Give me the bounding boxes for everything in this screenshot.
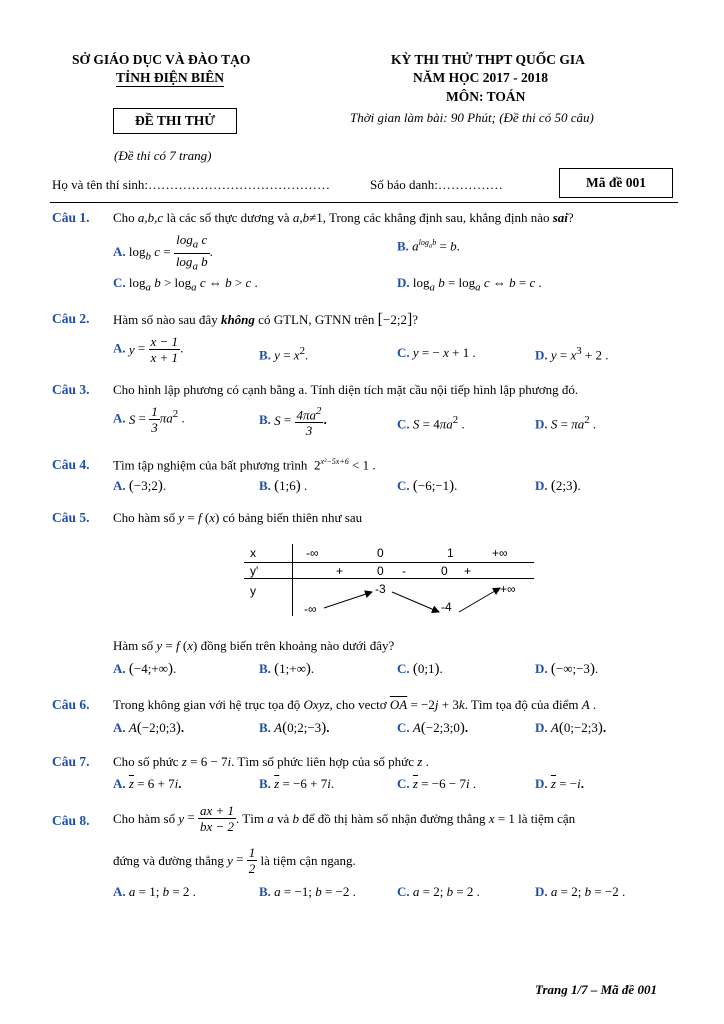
exam-code-box: Mã đề 001 (559, 168, 673, 198)
q6-option-a: A. A(−2;0;3). (113, 720, 185, 736)
q1-option-b: B. $a^{log_ab} = b$. (397, 238, 460, 254)
q4-option-d: D. (2;3). (535, 478, 581, 494)
q2-option-b: B. $y = x^2$. (259, 345, 309, 363)
vt-y-val: +∞ (500, 582, 516, 596)
q8-option-a: A. a = 1; b = 2 . (113, 884, 196, 899)
vt-sign: 0 (377, 564, 384, 578)
vt-y-val: -3 (375, 582, 386, 596)
vt-x-val: -∞ (306, 546, 319, 560)
vt-sign: - (402, 564, 406, 578)
vt-x-val: +∞ (492, 546, 508, 560)
q4-label: Câu 4. (52, 457, 90, 472)
q3-option-b: B. S = $\frac{4\pi a^2}{3}$ . (259, 405, 327, 439)
q4-stem: Tìm tập nghiệm của bất phương trình $2^{x^2-5x+6} < 1$ . (113, 457, 376, 473)
vt-arrows (244, 540, 534, 618)
q2-stem: Hàm số nào sau đây không có GTLN, GTNN trên [−2;2]? (113, 311, 419, 328)
q6-label: Câu 6. (52, 697, 90, 712)
q5-label: Câu 5. (52, 510, 90, 525)
q7-option-b: B. $\overline{z} = -6 + 7i$. (259, 776, 335, 791)
variation-table (244, 540, 534, 618)
q1-label: Câu 1. (52, 210, 90, 225)
q2-option-a: A. y = $\frac{x - 1}{x + 1}$ . (113, 334, 184, 365)
q1-option-c: C. $\log_a b > \log_a c$ ⇔ b > c . (113, 275, 258, 294)
q4-option-b: B. (1;6) . (259, 478, 308, 494)
q8-label: Câu 8. (52, 813, 90, 828)
q7-option-c: C. $\overline{z} = -6 - 7i$ . (397, 776, 477, 791)
exam-type-box: ĐỀ THI THỬ (113, 108, 237, 134)
q5-option-d: D. (−∞;−3). (535, 661, 599, 677)
vt-y-val: -4 (441, 600, 452, 614)
vt-sign: + (464, 564, 472, 578)
q1-option-a: A. $\log_b c$ = $\frac{\log_a c}{\log_a b}$ . (113, 232, 213, 273)
time-note: Thời gian làm bài: 90 Phút; (Đề thi có 50 câu) (350, 110, 594, 125)
q2-option-c: C. y = − x + 1 . (397, 345, 476, 360)
subject: MÔN: TOÁN (446, 89, 526, 104)
q3-option-a: A. S = $\frac{1}{3}$ $\pi a^2$ . (113, 404, 185, 435)
vt-yprime-header: y' (250, 564, 259, 578)
department-name: SỞ GIÁO DỤC VÀ ĐÀO TẠO (72, 52, 251, 67)
vt-y-header: y (250, 584, 256, 598)
q5-question: Hàm số y = f (x) đồng biến trên khoảng nào dưới đây? (113, 638, 395, 653)
q3-option-d: D. $S = \pi a^2$ . (535, 414, 597, 432)
q7-option-d: D. $\overline{z} = -i$. (535, 776, 584, 791)
vt-x-val: 0 (377, 546, 384, 560)
vt-y-val: -∞ (304, 602, 317, 616)
q4-option-a: A. (−3;2). (113, 478, 167, 494)
vt-x-val: 1 (447, 546, 454, 560)
vt-sign: + (336, 564, 344, 578)
q1-stem: Cho a,b,c là các số thực dương và a,b≠1, Trong các khẳng định sau, khẳng định nào sai? (113, 210, 574, 225)
q7-option-a: A. $\overline{z} = 6 + 7i$. (113, 776, 182, 791)
q8-option-b: B. a = −1; b = −2 . (259, 884, 356, 899)
q2-option-d: D. $y = x^3 + 2$ . (535, 345, 609, 363)
page-footer: Trang 1/7 – Mã đề 001 (535, 982, 657, 997)
q5-stem: Cho hàm số y = f (x) có bảng biến thiên như sau (113, 510, 363, 525)
q5-option-c: C. (0;1). (397, 661, 443, 677)
q5-option-a: A. (−4;+∞). (113, 661, 177, 677)
q3-option-c: C. $S = 4\pi a^2$ . (397, 414, 465, 432)
q6-option-d: D. A(0;−2;3). (535, 720, 607, 736)
vt-sign: 0 (441, 564, 448, 578)
q2-label: Câu 2. (52, 311, 90, 326)
province-name: TỈNH ĐIỆN BIÊN (116, 70, 225, 85)
q8-option-d: D. a = 2; b = −2 . (535, 884, 626, 899)
header-divider (50, 202, 678, 203)
page-count-note: (Đề thi có 7 trang) (114, 148, 212, 163)
q3-stem: Cho hình lập phương có cạnh bằng a. Tính diện tích mặt cầu nội tiếp hình lập phương đó. (113, 382, 579, 397)
school-year: NĂM HỌC 2017 - 2018 (413, 70, 548, 85)
q6-option-c: C. A(−2;3;0). (397, 720, 469, 736)
q4-option-c: C. (−6;−1). (397, 478, 458, 494)
q7-label: Câu 7. (52, 754, 90, 769)
q5-option-b: B. (1;+∞). (259, 661, 315, 677)
exam-title: KỲ THI THỬ THPT QUỐC GIA (391, 52, 585, 67)
candidate-id-field: Số báo danh:…………… (370, 177, 503, 192)
candidate-name-field: Họ và tên thí sinh:…………………………………… (52, 177, 331, 192)
q7-stem: Cho số phức z = 6 − 7i. Tìm số phức liên hợp của số phức z . (113, 754, 429, 769)
q8-stem: Cho hàm số y = $\frac{ax + 1}{bx - 2}$ . Tìm a và b để đồ thị hàm số nhận đường thẳng x = 1 là tiệm cận (113, 803, 576, 834)
q8-stem-continued: đứng và đường thẳng y = $\frac{1}{2}$ là tiệm cận ngang. (113, 845, 356, 876)
vt-x-header: x (250, 546, 256, 560)
q8-option-c: C. a = 2; b = 2 . (397, 884, 480, 899)
q6-option-b: B. A(0;2;−3). (259, 720, 330, 736)
q1-option-d: D. $\log_a b = \log_a c$ ⇔ b = c . (397, 275, 542, 294)
q3-label: Câu 3. (52, 382, 90, 397)
q6-stem: Trong không gian với hệ trục tọa độ Oxyz, cho vectơ $\overline{OA} = -2j + 3k$. Tìm tọa độ của điểm A . (113, 697, 597, 712)
